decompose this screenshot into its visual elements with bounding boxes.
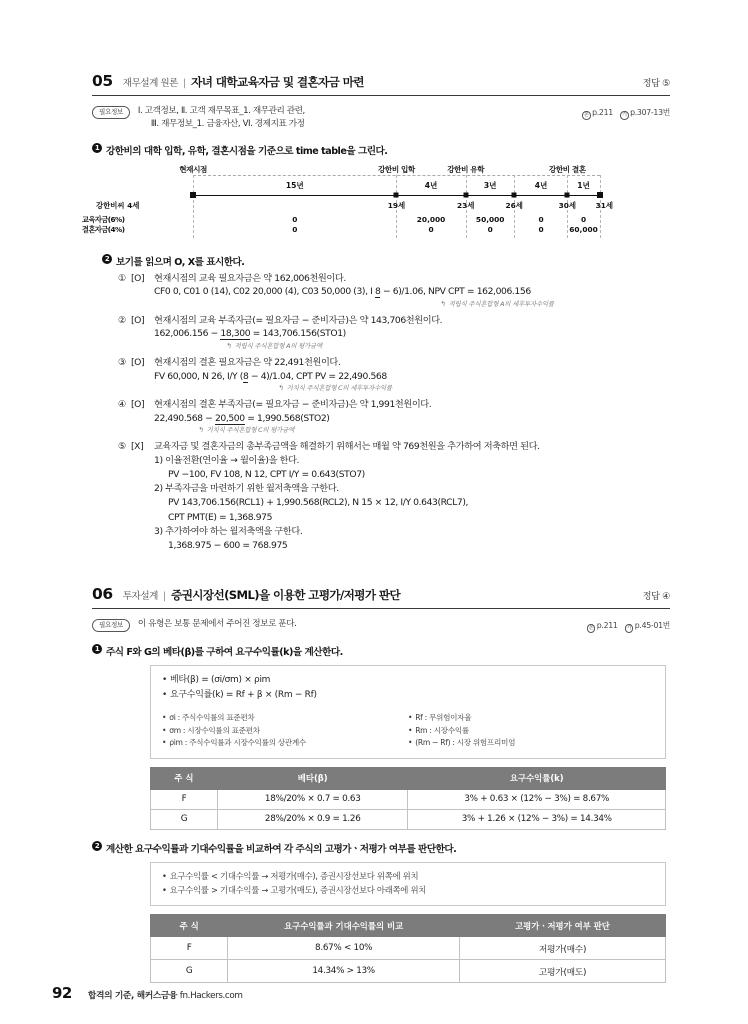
info-line-1: Ⅰ. 고객정보, Ⅱ. 고객 재무목표_1. 재무관리 관련, <box>137 106 305 116</box>
option-1-annotation-row <box>118 300 670 311</box>
timeline-age-4: 31세 <box>595 200 614 210</box>
option-4-text: 현재시점의 결혼 부족자금(= 필요자금 − 준비자금)은 약 1,991천원이다. <box>154 398 432 410</box>
section-06-header <box>92 585 670 609</box>
th-stock-2: 주 식 <box>151 915 228 937</box>
options-list <box>118 272 670 554</box>
note-sigma-i: • σi : 주식수익률의 표준편차 <box>162 713 255 723</box>
section-separator: | <box>162 591 167 602</box>
valuation-rule-box <box>150 862 666 906</box>
timeline-row-label-education: 교육자금(6%) <box>82 214 125 224</box>
step-2-06 <box>92 841 670 855</box>
timeline-row-label-marriage: 결혼자금(4%) <box>82 224 125 234</box>
timeline-age-2: 26세 <box>505 200 523 210</box>
annotation-arrow-icon: ↰ <box>197 425 205 435</box>
required-info-badge: 필요정보 <box>92 106 130 119</box>
step-bullet-2: 2 <box>102 254 112 264</box>
bullet-icon: • <box>408 713 413 723</box>
step-1-text: 주식 F와 G의 베타(β)를 구하여 요구수익률(k)을 계산한다. <box>106 646 343 658</box>
step-2-05 <box>102 254 670 268</box>
footer-brand-text: 합격의 기준, 해커스금융 <box>87 991 178 1001</box>
option-4-calc-underlined: 20,500 <box>214 412 245 424</box>
required-info-lines <box>138 105 305 132</box>
option-2-calc-underlined: 18,300 <box>220 328 251 340</box>
timeline-guide-0 <box>193 175 194 238</box>
page-footer <box>52 984 242 1002</box>
option-5-ox: [X] <box>131 440 144 452</box>
timeline-span-3: 4년 <box>534 180 548 190</box>
answer-value: ④ <box>662 591 670 602</box>
handwritten-note-2: ↰ 적립식 주식혼합형 A의 평가금액 <box>225 341 322 351</box>
note-rf: • Rf : 무위험이자율 <box>408 713 472 723</box>
book-ref-icon: 본 <box>588 625 594 631</box>
t1-r1-c1: 28%/20% × 0.9 = 1.26 <box>217 809 408 829</box>
option-1-calc <box>118 285 670 299</box>
formula-k-label: 요구수익률(k) <box>170 689 224 700</box>
workbook-ref-icon: 기 <box>621 112 627 118</box>
reference-links-05 <box>582 105 670 120</box>
formula-notes-left <box>162 712 408 750</box>
option-2-mark: ② <box>118 314 126 326</box>
option-4-calc <box>118 412 670 426</box>
step-1-text: 강한비의 대학 입학, 유학, 결혼시점을 기준으로 time table을 그린다. <box>106 145 388 157</box>
handwritten-note-4: ↰ 거치식 주식혼합형 C의 평가금액 <box>197 425 295 435</box>
bullet-icon: • <box>162 689 168 700</box>
footer-url: fn.Hackers.com <box>179 991 243 1001</box>
th-judgement: 고평가ㆍ저평가 여부 판단 <box>460 915 666 937</box>
annotation-arrow-icon: ↰ <box>225 341 233 351</box>
t2-r1-c1: 14.34% > 13% <box>228 960 460 983</box>
formula-line-required-return <box>162 688 654 703</box>
timeline-span-2: 3년 <box>483 180 497 190</box>
mar-cell-3: 0 <box>538 224 544 234</box>
t1-r0-c1: 18%/20% × 0.7 = 0.63 <box>217 789 408 809</box>
option-4-mark: ④ <box>118 398 126 410</box>
th-comparison: 요구수익률과 기대수익률의 비교 <box>228 915 460 937</box>
workbook-ref-icon: 기 <box>626 625 632 631</box>
option-2-ox: [O] <box>131 314 145 326</box>
page-number: 92 <box>52 984 72 1002</box>
t1-r0-c2: 3% + 0.63 × (12% − 3%) = 8.67% <box>408 789 666 809</box>
option-4-calc-post: = 1,990.568(STO2) <box>244 412 330 424</box>
option-3-calc-pre: FV 60,000, N 26, I/Y ( <box>154 370 243 382</box>
time-table-chart <box>82 164 614 252</box>
info-line-2: Ⅲ. 재무정보_1. 금융자산, Ⅵ. 경제지표 가정 <box>150 119 305 130</box>
workbook-ref-page: p.307-13번 <box>630 108 670 117</box>
section-separator: | <box>182 78 187 89</box>
t1-r1-c2: 3% + 1.26 × (12% − 3%) = 14.34% <box>408 809 666 829</box>
option-3-text: 현재시점의 결혼 필요자금은 약 22,491천원이다. <box>154 356 341 368</box>
option-5-sub-1-label: 1) 이율전환(연이율 → 월이율)을 한다. <box>154 454 300 466</box>
edu-cell-4: 0 <box>580 214 587 224</box>
step-2-text: 보기를 읽으며 O, X를 표시한다. <box>116 256 245 268</box>
th-required-return: 요구수익률(k) <box>408 767 666 789</box>
th-beta: 베타(β) <box>217 767 408 789</box>
bullet-icon: • <box>162 713 167 723</box>
timeline-node-1 <box>394 193 399 198</box>
section-number: 06 <box>92 585 113 603</box>
timeline-left-age: 강한비씨 4세 <box>96 200 140 210</box>
t2-r1-c0: G <box>151 960 228 983</box>
answer-label <box>643 588 670 602</box>
footer-brand <box>88 988 243 1001</box>
section-05-header <box>92 72 670 96</box>
table-row <box>151 789 666 809</box>
annotation-arrow-icon: ↰ <box>439 299 447 309</box>
required-info-lines <box>138 618 297 631</box>
bullet-icon: • <box>162 674 168 685</box>
section-number: 05 <box>92 72 113 90</box>
bullet-icon: • <box>162 725 167 735</box>
option-2-calc-post: = 143,706.156(STO1) <box>250 328 346 340</box>
section-05-info-row <box>92 105 670 132</box>
section-05 <box>82 72 670 553</box>
section-category: 재무설계 원론 <box>122 78 178 89</box>
t2-r0-c1: 8.67% < 10% <box>228 937 460 960</box>
option-4-annotation-row <box>118 426 670 437</box>
t2-r0-c2: 저평가(매수) <box>460 937 666 960</box>
option-5-sub-1-calc: PV −100, FV 108, N 12, CPT I/Y = 0.643(STO7) <box>168 468 365 480</box>
section-06 <box>92 585 670 983</box>
section-title: 증권시장선(SML)을 이용한 고평가/저평가 판단 <box>171 588 401 602</box>
option-5-mark: ⑤ <box>118 440 126 452</box>
workbook-ref-page: p.45-01번 <box>634 621 670 630</box>
option-5-sub-2-calc: PV 143,706.156(RCL1) + 1,990.568(RCL2), N 15 × 12, I/Y 0.643(RCL7), <box>168 497 469 509</box>
option-4-ox: [O] <box>131 398 145 410</box>
option-1-mark: ① <box>118 272 126 284</box>
step-2-text: 계산한 요구수익률과 기대수익률을 비교하여 각 주식의 고평가ㆍ저평가 여부를 판단한다. <box>106 843 457 855</box>
step-bullet-2: 2 <box>92 841 102 851</box>
step-1-05 <box>92 143 670 157</box>
table-row <box>151 937 666 960</box>
edu-cell-3: 0 <box>538 214 544 224</box>
section-06-info-row <box>92 618 670 633</box>
option-5-sub-2-label: 2) 부족자금을 마련하기 위한 월저축액을 구한다. <box>154 483 339 495</box>
step-bullet-1: 1 <box>92 143 102 153</box>
timeline-top-label-0: 현재시점 <box>179 164 207 174</box>
handwritten-note-3: ↰ 거치식 주식혼합형 C의 세후투자수익률 <box>277 383 393 393</box>
t1-r0-c0: F <box>151 789 218 809</box>
book-ref-page: p.211 <box>596 621 618 630</box>
rule-line-1: • 요구수익률 < 기대수익률 → 저평가(매수), 증권시장선보다 위쪽에 위치 <box>162 870 419 881</box>
required-info-badge: 필요정보 <box>92 619 130 632</box>
option-5-sub-3-label: 3) 추가하여야 하는 월저축액을 구한다. <box>154 525 303 537</box>
bullet-icon: • <box>408 725 413 735</box>
option-5-text: 교육자금 및 결혼자금의 총부족금액을 해결하기 위해서는 매월 약 769천원을 추가하여 저축하면 된다. <box>154 440 540 452</box>
timeline-age-0: 19세 <box>387 200 406 210</box>
answer-value: ⑤ <box>662 78 670 89</box>
mar-cell-2: 0 <box>487 224 493 234</box>
answer-text: 정답 <box>642 591 660 602</box>
timeline-node-0 <box>190 192 196 198</box>
option-5 <box>118 440 670 554</box>
bullet-icon: • <box>162 738 167 748</box>
th-stock: 주 식 <box>151 767 218 789</box>
formula-notes-right <box>408 712 654 750</box>
formula-box <box>150 665 666 759</box>
note-rm: • Rm : 시장수익률 <box>408 725 469 735</box>
answer-text: 정답 <box>642 78 660 89</box>
timeline-top-label-1: 강한비 입학 <box>377 164 415 174</box>
mar-cell-1: 0 <box>428 224 434 234</box>
option-3-calc-underlined: 8 <box>242 370 249 382</box>
option-5-sub-3-calc: 1,368.975 − 600 = 768.975 <box>168 540 288 552</box>
formula-notes <box>162 712 654 750</box>
option-1 <box>118 272 670 311</box>
option-2-calc-pre: 162,006.156 − <box>154 328 221 340</box>
option-2-calc <box>118 327 670 341</box>
option-1-calc-underlined: 8 <box>374 286 381 298</box>
timeline-span-0: 15년 <box>285 180 304 190</box>
timeline-node-2 <box>463 193 468 198</box>
option-3-calc-post: − 4)/1.04, CPT PV = 22,490.568 <box>248 370 387 382</box>
option-3-calc <box>118 370 670 384</box>
timeline-age-3: 30세 <box>558 200 577 210</box>
option-5-sub-2-calc2: CPT PMT(E) = 1,368.975 <box>168 511 273 523</box>
beta-required-return-table <box>150 767 666 830</box>
bullet-icon: • <box>162 870 167 881</box>
formula-beta-label: 베타(β) <box>170 674 199 685</box>
timeline-node-3 <box>512 193 517 198</box>
note-sigma-m: • σm : 시장수익률의 표준편차 <box>162 725 260 735</box>
step-1-06 <box>92 644 670 658</box>
option-2-text: 현재시점의 교육 부족자금(= 필요자금 − 준비자금)은 약 143,706천원이다. <box>154 314 443 326</box>
section-title: 자녀 대학교육자금 및 결혼자금 마련 <box>191 75 364 89</box>
mar-cell-0: 0 <box>292 224 298 234</box>
rule-line-2: • 요구수익률 > 기대수익률 → 고평가(매도), 증권시장선보다 아래쪽에 위치 <box>162 885 427 896</box>
option-4-calc-pre: 22,490.568 − <box>154 412 215 424</box>
book-ref-page: p.211 <box>592 108 613 117</box>
answer-label <box>643 75 670 89</box>
t2-r0-c0: F <box>151 937 228 960</box>
option-1-calc-post: − 6)/1.06, NPV CPT = 162,006.156 <box>380 286 531 298</box>
book-ref-icon: 본 <box>583 112 589 118</box>
formula-beta-expr: = (σi/σm) × ρim <box>198 674 271 685</box>
option-2 <box>118 314 670 353</box>
edu-cell-2: 50,000 <box>475 214 505 224</box>
timeline-age-1: 23세 <box>456 200 475 210</box>
timeline-span-1: 4년 <box>424 180 438 190</box>
timeline-top-label-3: 강한비 결혼 <box>548 164 586 174</box>
option-1-ox: [O] <box>131 272 145 284</box>
formula-k-expr: = Rf + β × (Rm − Rf) <box>223 689 317 700</box>
option-3-annotation-row <box>118 384 670 395</box>
mar-cell-4: 60,000 <box>569 224 598 234</box>
option-3 <box>118 356 670 395</box>
step-bullet-1: 1 <box>92 644 102 654</box>
timeline-top-label-2: 강한비 유학 <box>447 164 485 174</box>
bullet-icon: • <box>408 738 413 748</box>
bullet-icon: • <box>162 885 167 896</box>
valuation-judgement-table <box>150 914 666 983</box>
info-line-1: 이 유형은 보통 문제에서 주어진 정보로 푼다. <box>137 619 297 629</box>
option-1-text: 현재시점의 교육 필요자금은 약 162,006천원이다. <box>154 272 346 284</box>
table-row <box>151 809 666 829</box>
t2-r1-c2: 고평가(매도) <box>460 960 666 983</box>
formula-line-beta <box>162 673 654 688</box>
note-premium: • (Rm − Rf) : 시장 위험프리미엄 <box>408 738 516 748</box>
option-3-ox: [O] <box>131 356 145 368</box>
note-rho-im: • ρim : 주식수익률과 시장수익률의 상관계수 <box>162 738 306 748</box>
option-1-calc-pre: CF0 0, C01 0 (14), C02 20,000 (4), C03 50,000 (3), I <box>154 286 375 298</box>
annotation-arrow-icon: ↰ <box>277 383 285 393</box>
timeline-node-4 <box>565 193 570 198</box>
edu-cell-0: 0 <box>292 214 298 224</box>
reference-links-06 <box>587 618 670 633</box>
handwritten-note-1: ↰ 적립식 주식혼합형 A의 세후투자수익률 <box>439 299 554 309</box>
section-category: 투자설계 <box>122 591 158 602</box>
timeline-span-4: 1년 <box>577 180 590 190</box>
table-header-row <box>151 767 666 789</box>
table-row <box>151 960 666 983</box>
timeline-node-5 <box>597 192 603 198</box>
option-4 <box>118 398 670 437</box>
option-2-annotation-row <box>118 342 670 353</box>
t1-r1-c0: G <box>151 809 218 829</box>
table-header-row <box>151 915 666 937</box>
option-3-mark: ③ <box>118 356 126 368</box>
edu-cell-1: 20,000 <box>416 214 446 224</box>
